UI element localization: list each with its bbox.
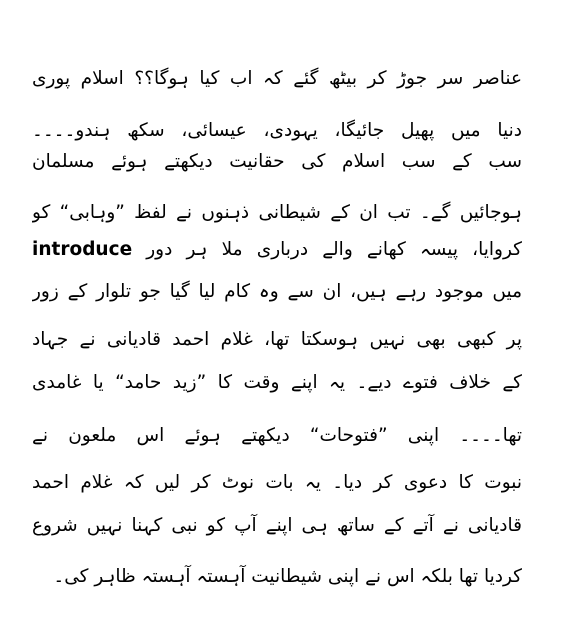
text-line-2: دنیا میں پھیل جائیگا، یہودی، عیسائی، سکھ ہندو۔۔۔۔	[32, 120, 522, 141]
text-line-8: کے خلاف فتوے دیے۔ یہ اپنے وقت کا ”زید حامد“ یا غامدی	[32, 372, 522, 393]
text-line-3: سب کے سب اسلام کی حقانیت دیکھتے ہوئے مسلمان	[32, 151, 522, 172]
text-line-5-urdu: کروایا، پیسہ کھانے والے درباری ملا ہر دور	[146, 239, 522, 260]
text-line-4: ہوجائیں گے۔ تب ان کے شیطانی ذہنوں نے لفظ ”وہابی“ کو	[32, 202, 522, 223]
text-line-12: کردیا تھا بلکہ اس نے اپنی شیطانیت آہستہ آہستہ ظاہر کی۔	[53, 566, 522, 587]
text-line-10: نبوت کا دعوی کر دیا۔ یہ بات نوٹ کر لیں کہ غلام احمد	[32, 472, 522, 493]
text-line-1: عناصر سر جوڑ کر بیٹھ گئے کہ اب کیا ہوگا؟؟ اسلام پوری	[32, 68, 522, 89]
latin-word-introduce: introduce	[32, 239, 133, 260]
text-line-7: پر کبھی بھی نہیں ہوسکتا تھا، غلام احمد قادیانی نے جہاد	[32, 329, 522, 350]
text-line-9: تھا۔۔۔۔ اپنی ”فتوحات“ دیکھتے ہوئے اس ملعون نے	[32, 425, 522, 446]
text-line-6: میں موجود رہے ہیں، ان سے وہ کام لیا گیا جو تلوار کے زور	[32, 281, 522, 302]
text-line-11: قادیانی نے آتے کے ساتھ ہی اپنے آپ کو نبی کہنا نہیں شروع	[32, 515, 522, 536]
text-line-5	[32, 233, 522, 267]
